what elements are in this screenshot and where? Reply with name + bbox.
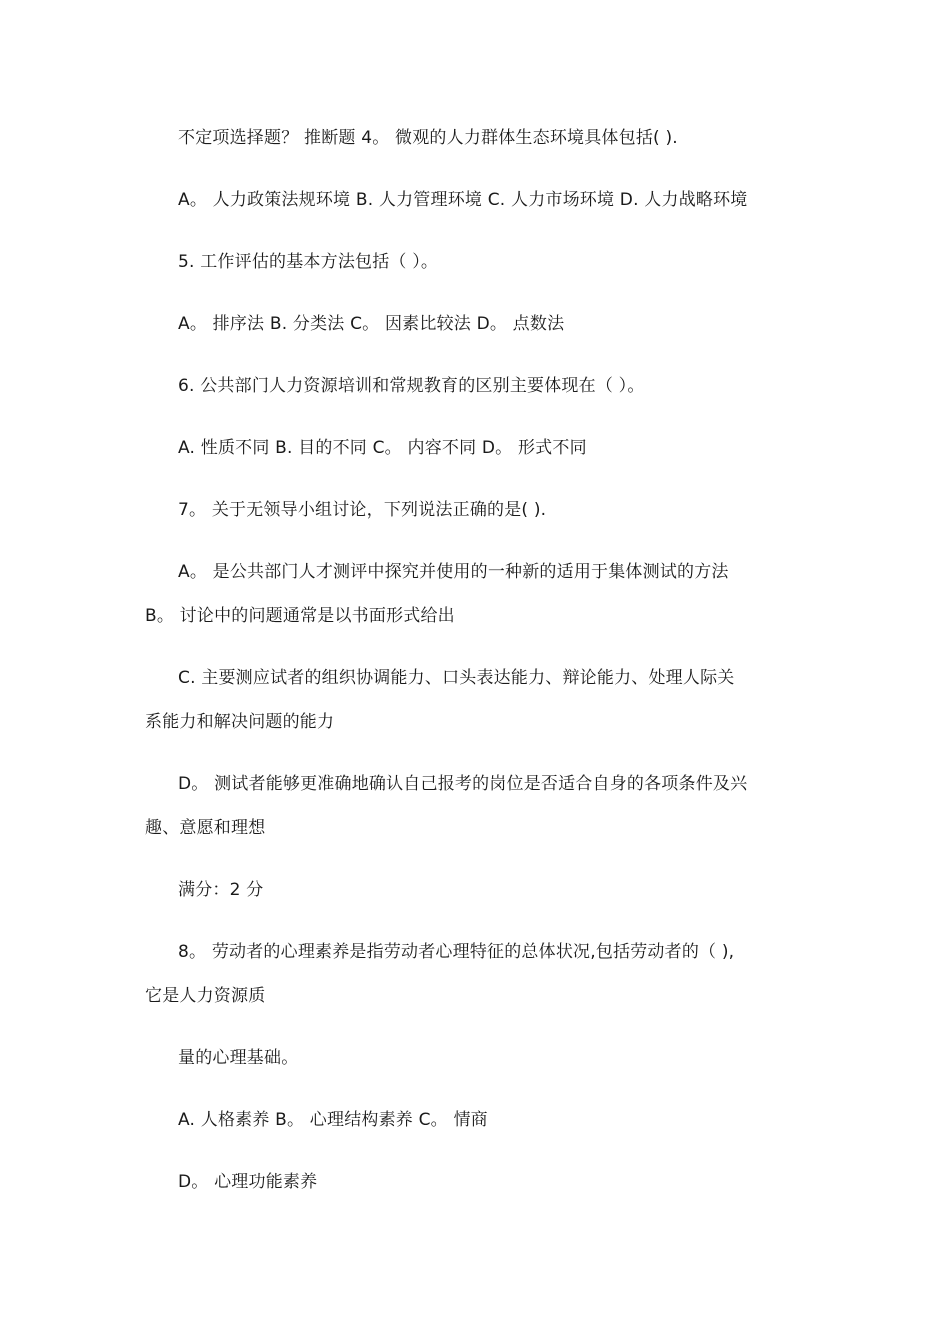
question-7-option-a: A。 是公共部门人才测评中探究并使用的一种新的适用于集体测试的方法 bbox=[178, 562, 729, 582]
question-7-option-d: D。 测试者能够更准确地确认自己报考的岗位是否适合自身的各项条件及兴 bbox=[178, 774, 748, 794]
question-7-option-c-continued: 系能力和解决问题的能力 bbox=[145, 712, 335, 732]
question-7-stem: 7。 关于无领导小组讨论，下列说法正确的是( ). bbox=[178, 500, 547, 520]
score-note: 满分：2 分 bbox=[178, 880, 264, 900]
question-5-options: A。 排序法 B. 分类法 C。 因素比较法 D。 点数法 bbox=[178, 314, 565, 334]
question-6-options: A. 性质不同 B. 目的不同 C。 内容不同 D。 形式不同 bbox=[178, 438, 587, 458]
question-7-option-c: C. 主要测应试者的组织协调能力、口头表达能力、辩论能力、处理人际关 bbox=[178, 668, 735, 688]
question-7-option-d-continued: 趣、意愿和理想 bbox=[145, 818, 266, 838]
question-5-stem: 5. 工作评估的基本方法包括（ ）。 bbox=[178, 252, 439, 272]
question-8-stem-continued: 它是人力资源质 bbox=[145, 986, 266, 1006]
question-4-stem: 不定项选择题？ 推断题 4。 微观的人力群体生态环境具体包括( ). bbox=[178, 128, 678, 148]
question-6-stem: 6. 公共部门人力资源培训和常规教育的区别主要体现在（ ）。 bbox=[178, 376, 645, 396]
question-8-options: A. 人格素养 B。 心理结构素养 C。 情商 bbox=[178, 1110, 488, 1130]
question-8-stem: 8。 劳动者的心理素养是指劳动者心理特征的总体状况,包括劳动者的（ ), bbox=[178, 942, 735, 962]
question-8-option-d: D。 心理功能素养 bbox=[178, 1172, 318, 1192]
question-8-stem-end: 量的心理基础。 bbox=[178, 1048, 299, 1068]
question-7-option-b: B。 讨论中的问题通常是以书面形式给出 bbox=[145, 606, 455, 626]
question-4-options: A。 人力政策法规环境 B. 人力管理环境 C. 人力市场环境 D. 人力战略环境 bbox=[178, 190, 748, 210]
